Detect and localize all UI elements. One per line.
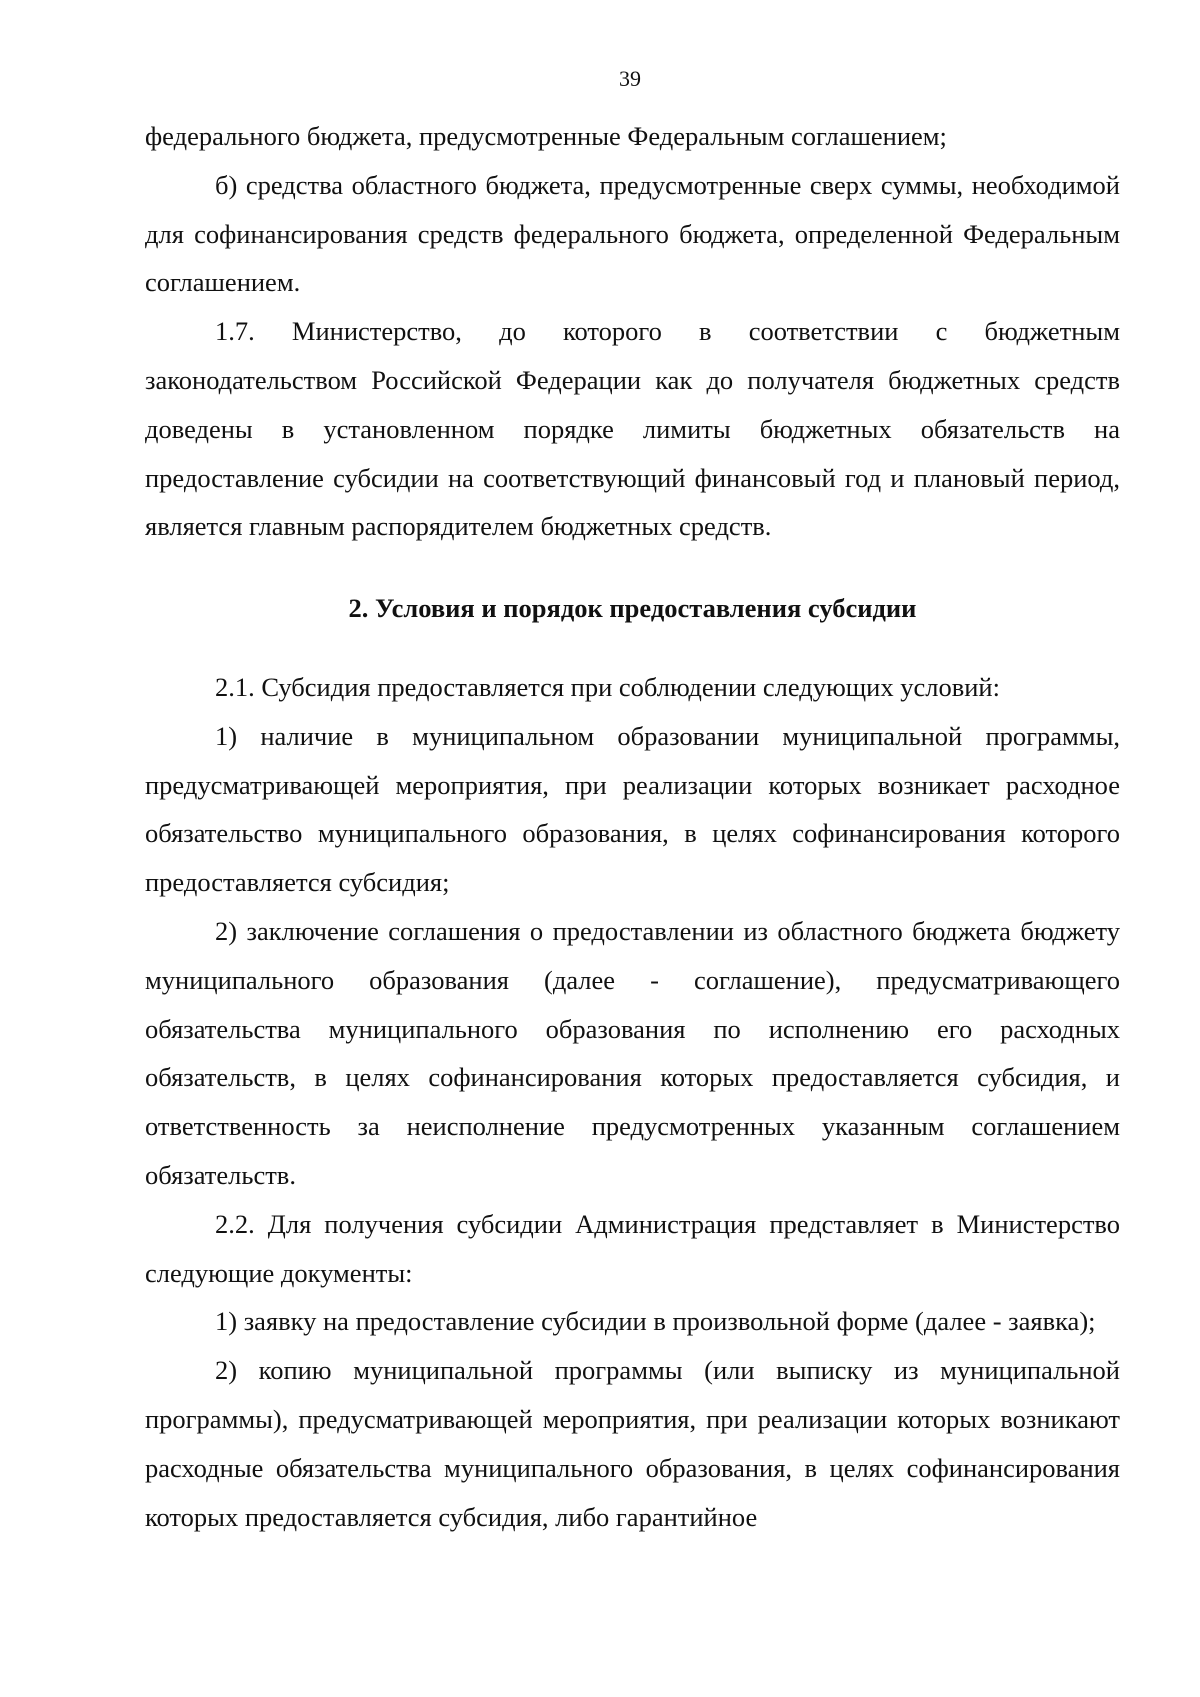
document-body <box>145 112 1120 1541</box>
paragraph-1-7: 1.7. Министерство, до которого в соответствии с бюджетным законодательством Российской Федерации как до получателя бюджетных средств доведены в установленном порядке лимиты бюджетных обязательств на предоставление субсидии на соответствующий финансовый год и плановый период, является главным распорядителем бюджетных средств. <box>145 316 1120 542</box>
paragraph: федерального бюджета, предусмотренные Федеральным соглашением; <box>145 121 947 151</box>
paragraph-2-1: 2.1. Субсидия предоставляется при соблюдении следующих условий: <box>215 671 1000 702</box>
page-number: 39 <box>619 66 641 91</box>
section-heading: 2. Условия и порядок предоставления субсидии <box>348 593 917 624</box>
paragraph-item-b: б) средства областного бюджета, предусмотренные сверх суммы, необходимой для софинансирования средств федерального бюджета, определенной Федеральным соглашением. <box>145 169 1120 298</box>
paragraph-2-2: 2.2. Для получения субсидии Администрация представляет в Министерство следующие документы: <box>145 1208 1120 1288</box>
paragraph-2-2-item-1: 1) заявку на предоставление субсидии в произвольной форме (далее - заявка); <box>215 1306 1096 1337</box>
paragraph-2-1-item-1: 1) наличие в муниципальном образовании муниципальной программы, предусматривающей мероприятия, при реализации которых возникает расходное обязательство муниципального образования, в целях софинансирования которого предоставляется субсидия; <box>145 720 1120 898</box>
paragraph-2-2-item-2: 2) копию муниципальной программы (или выписку из муниципальной программы), предусматривающей мероприятия, при реализации которых возникают расходные обязательства муниципального образования, в целях софинансирования которых предоставляется субсидия, либо гарантийное <box>145 1355 1120 1532</box>
paragraph-2-1-item-2: 2) заключение соглашения о предоставлении из областного бюджета бюджету муниципального образования (далее - соглашение), предусматривающего обязательства муниципального образования по исполнению его расходных обязательств, в целях софинансирования которых предоставляется субсидия, и ответственность за неисполнение предусмотренных указанным соглашением обязательств. <box>145 915 1120 1190</box>
